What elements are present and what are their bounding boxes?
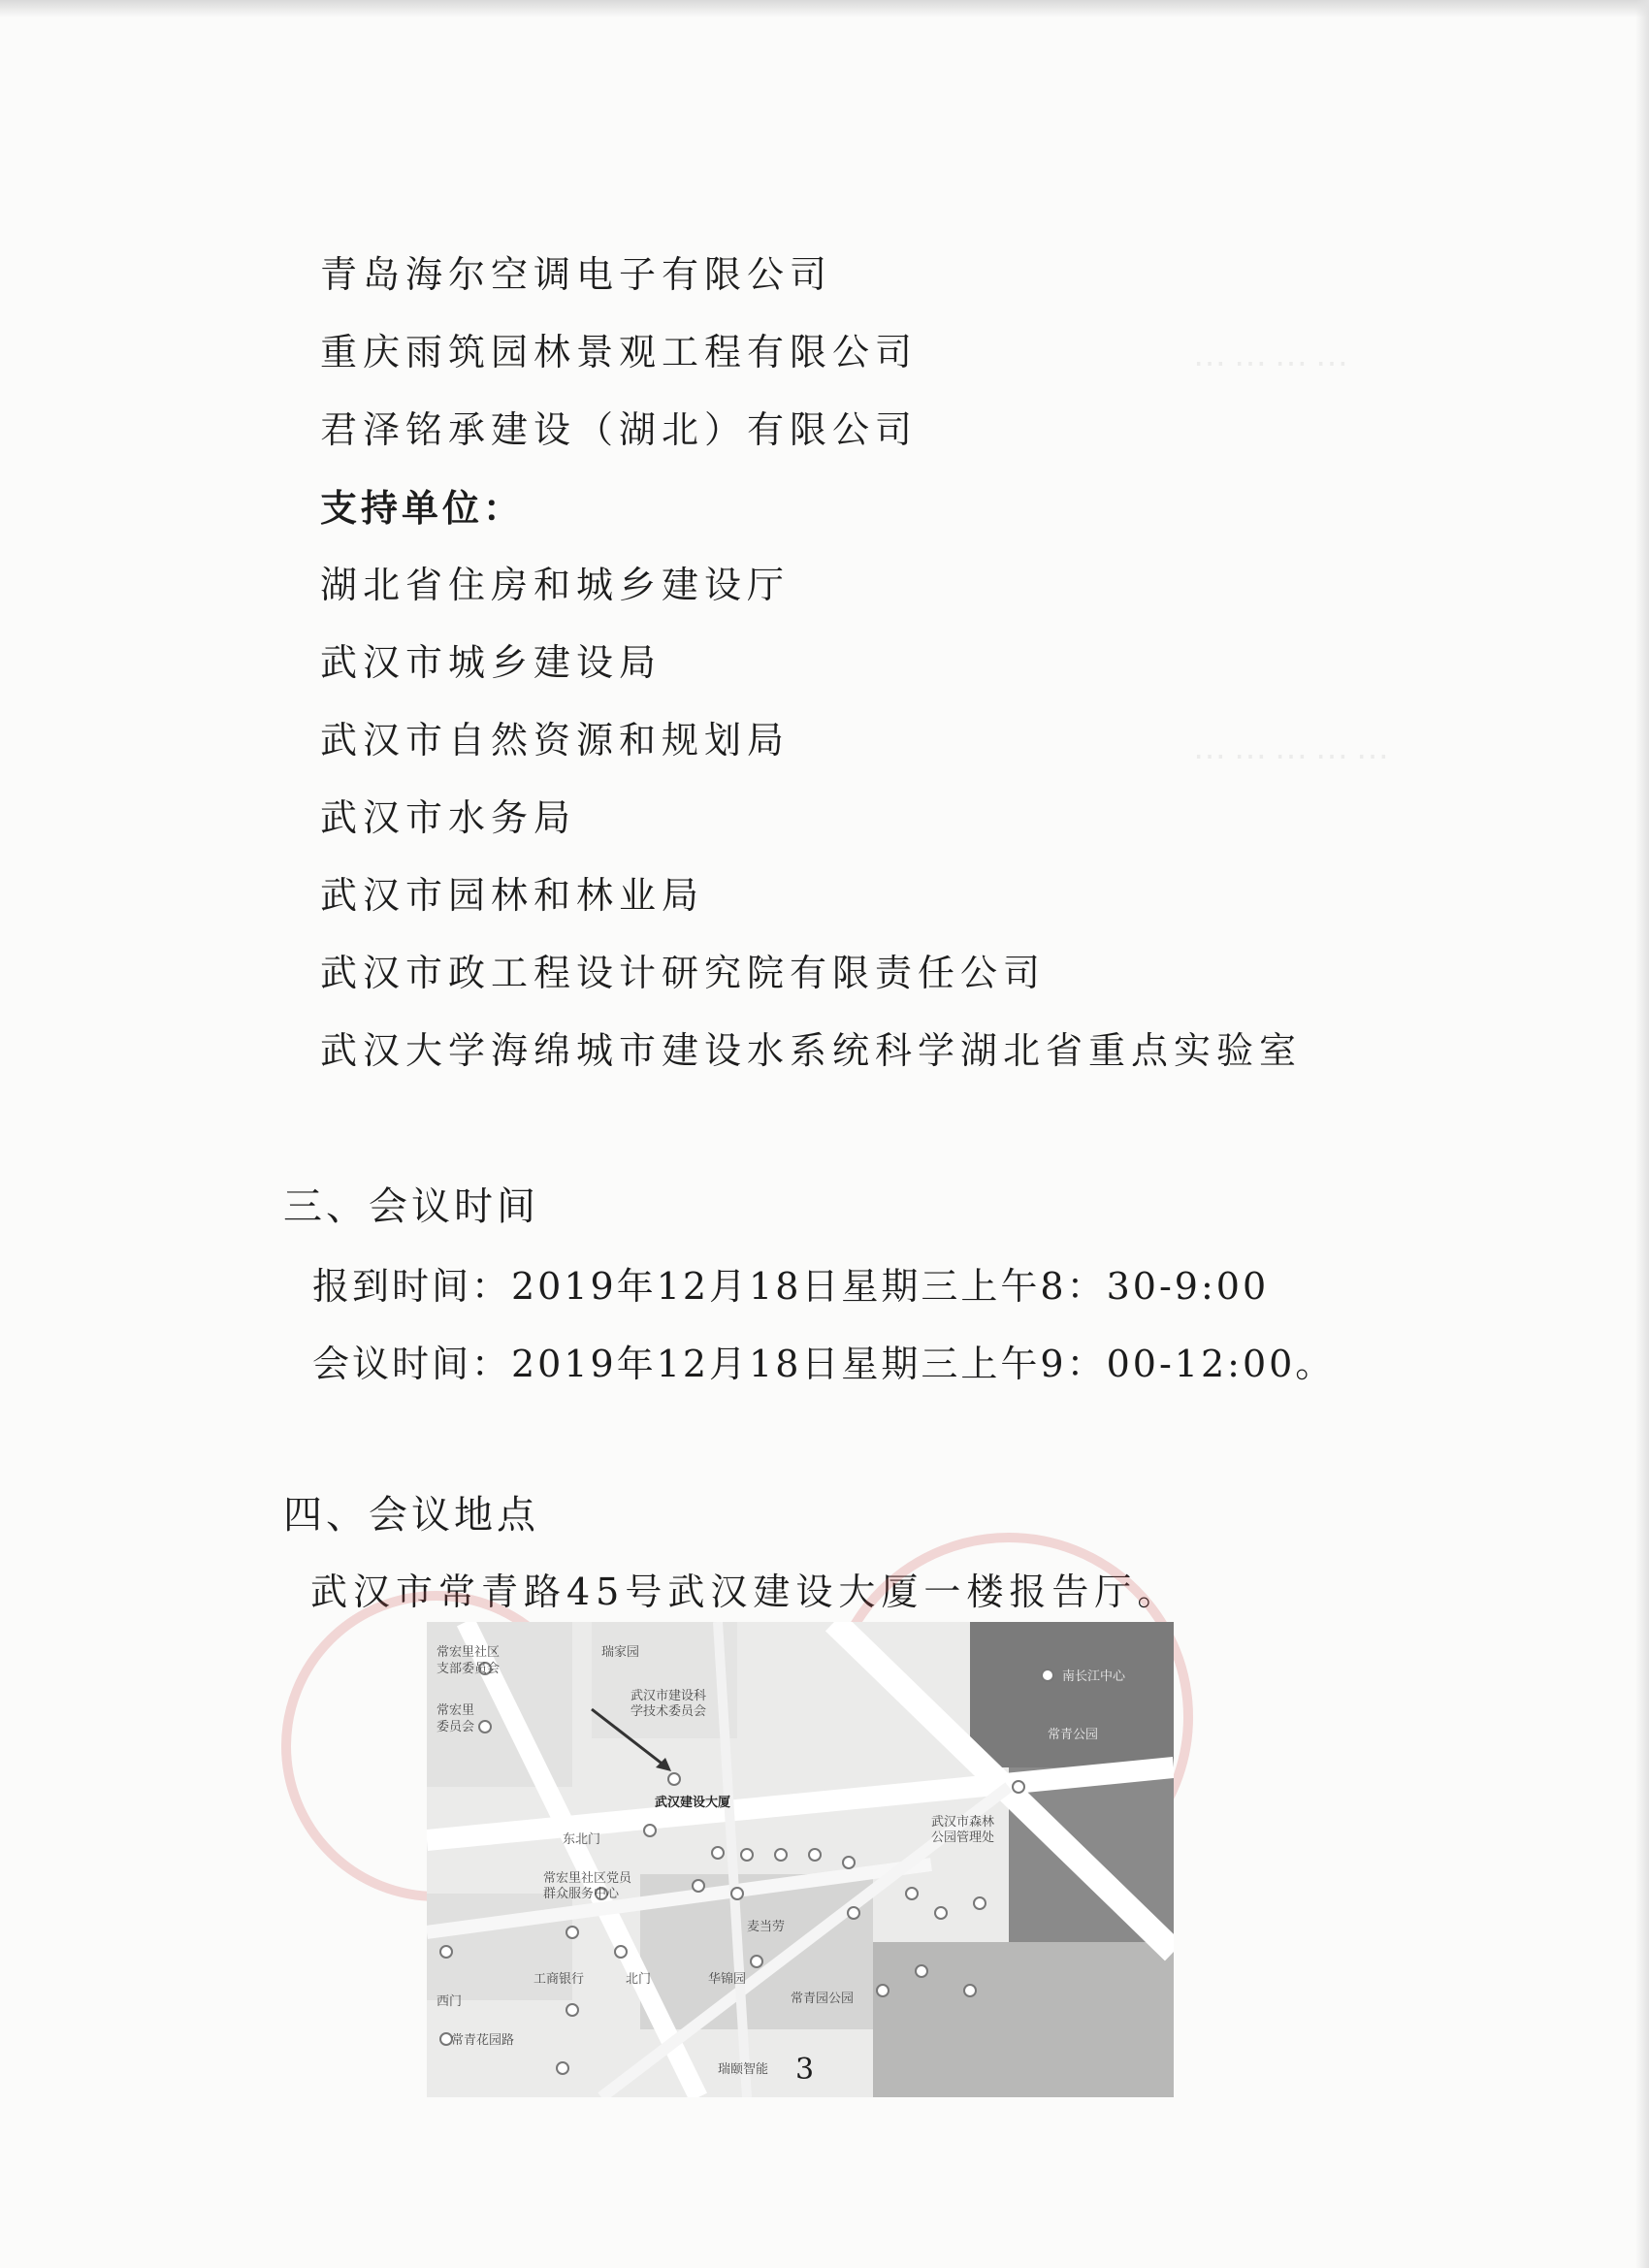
- support-unit: 武汉大学海绵城市建设水系统科学湖北省重点实验室: [320, 1029, 1303, 1072]
- map-label: 公园管理处: [931, 1831, 995, 1845]
- map-label: 瑞家园: [601, 1645, 640, 1660]
- support-unit: 武汉市水务局: [320, 796, 577, 839]
- map-label: 支部委员会: [436, 1662, 501, 1676]
- map-label: 瑞颐智能: [718, 2062, 769, 2077]
- time-section-heading: 三、会议时间: [283, 1184, 539, 1229]
- location-map: [427, 1622, 1174, 2097]
- venue-address: 武汉市常青路45号武汉建设大厦一楼报告厅。: [310, 1571, 1180, 1613]
- bleed-through-text: ⋯⋯⋯⋯: [1193, 344, 1356, 383]
- map-label: 武汉市建设科: [630, 1689, 707, 1703]
- support-unit: 武汉市自然资源和规划局: [320, 719, 791, 761]
- map-label: 华锦园: [708, 1972, 747, 1987]
- support-unit: 武汉市政工程设计研究院有限责任公司: [320, 952, 1047, 994]
- bleed-through-text: ⋯⋯⋯⋯⋯: [1193, 737, 1397, 776]
- support-heading: 支持单位：: [320, 487, 525, 530]
- organizer-item: 君泽铭承建设（湖北）有限公司: [320, 408, 919, 451]
- support-unit: 武汉市城乡建设局: [320, 641, 663, 684]
- organizer-item: 重庆雨筑园林景观工程有限公司: [320, 331, 919, 373]
- map-label: 武汉市森林: [931, 1815, 995, 1830]
- map-label-building: 武汉建设大厦: [655, 1796, 731, 1810]
- scan-shadow-right: [1635, 0, 1649, 2268]
- support-unit: 湖北省住房和城乡建设厅: [320, 564, 791, 606]
- meeting-time: 会议时间：2019年12月18日星期三上午9：00-12:00。: [312, 1343, 1336, 1385]
- map-label: 工商银行: [534, 1972, 585, 1987]
- support-unit: 武汉市园林和林业局: [320, 874, 705, 917]
- map-label: 学技术委员会: [630, 1704, 707, 1719]
- map-label: 常宏里社区: [436, 1645, 501, 1660]
- map-label: 群众服务中心: [543, 1887, 620, 1901]
- map-label: 常青园公园: [791, 1992, 855, 2006]
- map-label: 委员会: [436, 1720, 475, 1734]
- map-label: 麦当劳: [747, 1920, 786, 1934]
- scan-shadow-top: [0, 0, 1649, 17]
- map-label: 常宏里社区党员: [543, 1871, 632, 1886]
- organizer-item: 青岛海尔空调电子有限公司: [320, 253, 833, 296]
- checkin-time: 报到时间：2019年12月18日星期三上午8：30-9:00: [312, 1265, 1270, 1308]
- map-label: 常青公园: [1048, 1728, 1099, 1742]
- map-label: 北门: [626, 1972, 652, 1987]
- page-number: 3: [795, 2053, 815, 2087]
- map-label: 常宏里: [436, 1703, 475, 1718]
- map-label: 西门: [436, 1994, 463, 2009]
- map-canvas: [427, 1622, 1174, 2097]
- location-section-heading: 四、会议地点: [283, 1493, 539, 1538]
- map-label: 南长江中心: [1062, 1669, 1126, 1684]
- map-label: 常青花园路: [451, 2033, 515, 2048]
- map-label: 东北门: [563, 1832, 601, 1847]
